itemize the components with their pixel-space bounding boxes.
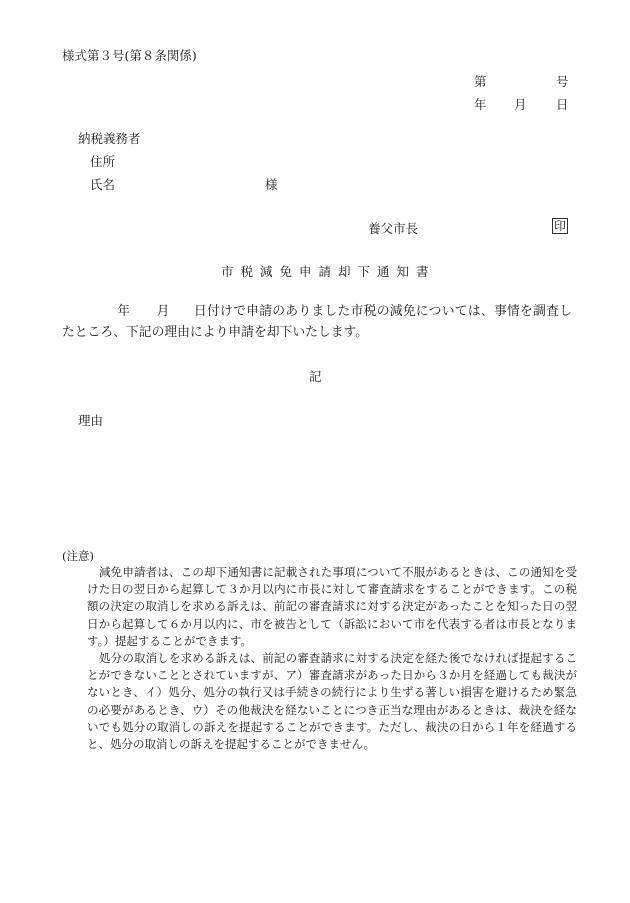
date-day: 日 bbox=[556, 97, 569, 112]
seal-mark bbox=[552, 218, 568, 234]
body-text: 日付けで申請のありました市税の減免については、事情を調査したところ、下記の理由により申請を却下いたします。 bbox=[62, 304, 573, 340]
seal-label: 印 bbox=[554, 219, 567, 233]
honorific: 様 bbox=[265, 177, 278, 192]
address-label: 住所 bbox=[90, 154, 116, 169]
issuer-title: 養父市長 bbox=[368, 221, 419, 236]
doc-number-suffix: 号 bbox=[556, 74, 569, 89]
body-month: 月 bbox=[156, 304, 170, 319]
notes-heading: (注意) bbox=[62, 549, 94, 563]
notes-body bbox=[87, 564, 577, 753]
date-month: 月 bbox=[514, 97, 527, 112]
form-number: 様式第３号(第８条関係) bbox=[62, 48, 197, 63]
name-label: 氏名 bbox=[90, 177, 116, 192]
notes-paragraph: 処分の取消しを求める訴えは、前記の審査請求に対する決定を経た後でなければ提起することができないこととされていますが、ア）審査請求があった日から３か月を経過しても裁決がないとき、イ）処分、処分の執行又は手続きの続行により生ずる著しい損害を避けるため緊急の必要があるとき、ウ）その他裁決を経ないことにつき正当な理由があるときは、裁決を経ないでも処分の取消しの訴えを提起することができます。ただし、裁決の日から１年を経過すると、処分の取消しの訴えを提起することができません。 bbox=[87, 651, 577, 752]
reason-label: 理由 bbox=[78, 413, 104, 428]
date-year: 年 bbox=[474, 97, 487, 112]
doc-number-prefix: 第 bbox=[474, 74, 487, 89]
body-paragraph bbox=[62, 301, 572, 343]
ki-mark: 記 bbox=[309, 369, 322, 384]
taxpayer-heading: 納税義務者 bbox=[78, 131, 141, 146]
notes-paragraph: 減免申請者は、この却下通知書に記載された事項について不服があるときは、この通知を受けた日の翌日から起算して３か月以内に市長に対して審査請求をすることができます。この税額の決定の取消しを求める訴えは、前記の審査請求に対する決定があったことを知った日の翌日から起算して６か月以内に、市を被告として（訴訟において市を代表する者は市長となります。）提起することができます。 bbox=[87, 565, 577, 648]
document-title: 市税減免申請却下通知書 bbox=[221, 264, 436, 279]
body-year: 年 bbox=[117, 304, 131, 319]
